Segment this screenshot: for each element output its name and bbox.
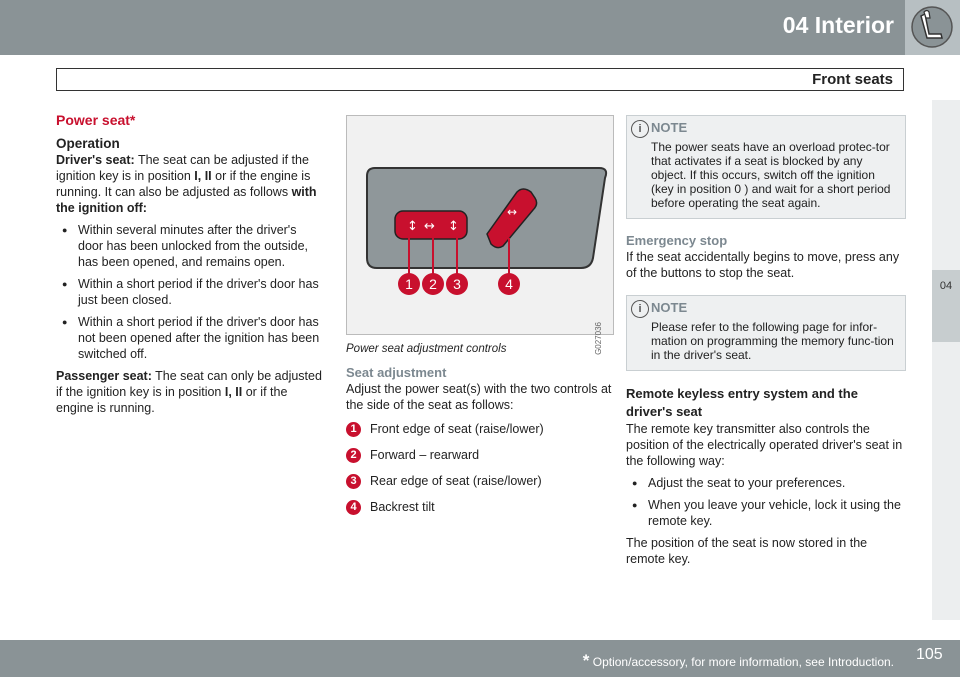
note-box-overload	[626, 115, 906, 219]
step-number: 3	[346, 474, 361, 489]
seat-icon	[905, 0, 960, 55]
operation-heading: Operation	[56, 136, 120, 151]
svg-text:↕: ↕	[407, 219, 418, 234]
driver-seat-text-1: The seat can be adjusted if the ignition key is in position	[56, 153, 309, 183]
section-title: Front seats	[812, 71, 893, 88]
svg-text:↔: ↔	[424, 219, 435, 234]
step-text: Rear edge of seat (raise/lower)	[370, 474, 542, 488]
note-text: The power seats have an overload protec-tor that activates if a seat is blocked by any object. If this occurs, switch off the ignition (key in position 0 ) and wait for a short period before operating the seat again.	[651, 140, 891, 210]
remote-keyless-heading: Remote keyless entry system and the driver's seat	[626, 386, 858, 419]
side-strip	[932, 100, 960, 620]
step-number: 4	[346, 500, 361, 515]
remote-outro: The position of the seat is now stored in the remote key.	[626, 536, 868, 566]
passenger-key-position: I, II	[224, 385, 243, 399]
footer-note	[583, 651, 894, 671]
chapter-tab	[932, 270, 960, 342]
list-item: ● Within several minutes after the driver's door has been unlocked from the outside, has been opened, and remains open.	[78, 222, 322, 270]
passenger-seat-text-2: or if the engine is running.	[56, 385, 288, 415]
note-box-memory	[626, 295, 906, 371]
seat-controls-illustration	[347, 116, 613, 334]
footer-bar	[0, 640, 960, 677]
remote-intro: The remote key transmitter also controls the position of the electrically operated driver's seat in the following way:	[626, 422, 903, 468]
driver-key-position: I, II	[194, 169, 212, 183]
step-text: Backrest tilt	[370, 500, 435, 514]
footer-note-text: Option/accessory, for more information, see Introduction.	[592, 655, 894, 669]
figure-caption: Power seat adjustment controls	[346, 343, 507, 355]
page-number: 105	[916, 646, 943, 663]
svg-text:↕: ↕	[448, 219, 459, 234]
step-item	[346, 421, 614, 437]
note-text: Please refer to the following page for infor-mation on programming the memory func-tion in the driver's seat.	[651, 320, 894, 362]
emergency-stop-text: If the seat accidentally begins to move, press any of the buttons to stop the seat.	[626, 250, 900, 280]
chapter-tab-label: 04	[939, 280, 953, 292]
callout-number: 4	[505, 276, 513, 292]
list-item: ● Within a short period if the driver's door has just been closed.	[78, 276, 322, 308]
driver-seat-label: Driver's seat:	[56, 153, 135, 167]
seat-adjustment-intro: Adjust the power seat(s) with the two controls at the side of the seat as follows:	[346, 382, 612, 412]
step-text: Front edge of seat (raise/lower)	[370, 422, 544, 436]
column-notes	[626, 115, 906, 571]
asterisk-icon: *	[582, 651, 590, 670]
remote-list	[626, 475, 906, 529]
callout-number: 2	[429, 276, 437, 292]
figure-code: G027036	[594, 322, 603, 355]
step-item	[346, 499, 614, 515]
column-seat-adjustment	[346, 115, 614, 525]
passenger-seat-label: Passenger seat:	[56, 369, 152, 383]
seat-adjustment-heading: Seat adjustment	[346, 365, 447, 380]
column-power-seat	[56, 112, 322, 420]
section-header	[56, 68, 904, 91]
ignition-off-text: with the ignition off:	[56, 185, 317, 215]
list-item: ● Adjust the seat to your preferences.	[648, 475, 906, 491]
step-number: 2	[346, 448, 361, 463]
callout-number: 1	[405, 276, 413, 292]
step-number: 1	[346, 422, 361, 437]
header-bar	[0, 0, 960, 55]
driver-seat-paragraph	[56, 152, 322, 216]
step-item	[346, 473, 614, 489]
emergency-stop-heading: Emergency stop	[626, 233, 728, 248]
passenger-seat-text-1: The seat can only be adjusted if the ignition key is in position	[56, 369, 322, 399]
note-label: NOTE	[651, 120, 688, 135]
list-item: ● When you leave your vehicle, lock it using the remote key.	[648, 497, 906, 529]
chapter-title: 04 Interior	[782, 12, 894, 38]
step-item	[346, 447, 614, 463]
svg-text:↔: ↔	[507, 205, 518, 219]
power-seat-heading: Power seat*	[56, 112, 136, 128]
info-icon: i	[631, 300, 649, 318]
info-icon: i	[631, 120, 649, 138]
passenger-seat-paragraph	[56, 368, 322, 416]
note-label: NOTE	[651, 300, 688, 315]
callout-number: 3	[453, 276, 461, 292]
driver-seat-text-2: or if the engine is running. It can also be adjusted as follows	[56, 169, 311, 199]
step-text: Forward – rearward	[370, 448, 480, 462]
ignition-off-list	[56, 222, 322, 362]
list-item: ● Within a short period if the driver's door has not been opened after the ignition has been switched off.	[78, 314, 322, 362]
